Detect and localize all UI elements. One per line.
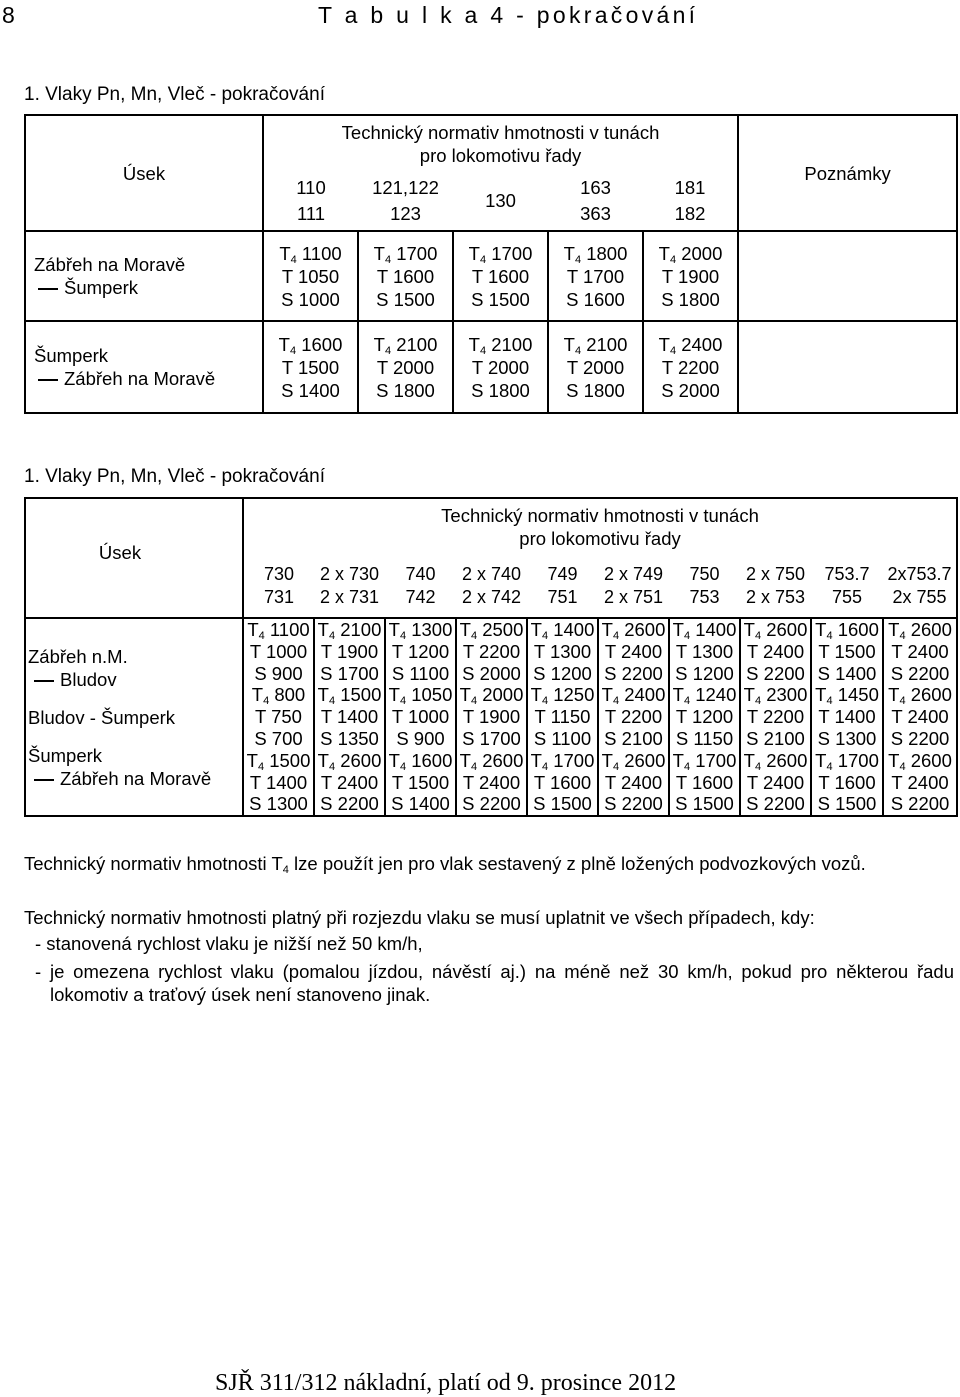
table-row: [25, 321, 957, 413]
note-cell: [738, 321, 957, 413]
loco-col: 730 731: [243, 554, 314, 618]
note-bullet-1: - stanovená rychlost vlaku je nižší než 50 km/h,: [35, 933, 423, 954]
page-title: T a b u l k a 4 - pokračování: [318, 2, 699, 28]
value-column: $T_4$ 2600 T 2400 S 2200 $T_4$ 2400 T 2200 S 2100 $T_4$ 2600 T 2400 S 2200: [598, 618, 669, 816]
section-cell: Zábřeh na Moravě Šumperk: [25, 231, 263, 321]
note-paragraph-1: Technický normativ hmotnosti $T_4$ lze použít jen pro vlak sestavený z plně ložených podvozkových vozů.: [24, 853, 866, 876]
value-column: $T_4$ 1300 T 1200 S 1100 $T_4$ 1050 T 1000 S 900 $T_4$ 1600 T 1500 S 1400: [385, 618, 456, 816]
section-title-1: 1. Vlaky Pn, Mn, Vleč - pokračování: [24, 84, 325, 105]
value-cell: $T_4$ 2100 T 2000 S 1800: [548, 321, 643, 413]
usek-header: Úsek: [25, 498, 243, 618]
loco-col: 2 x 730 2 x 731: [314, 554, 385, 618]
section-cell: Šumperk Zábřeh na Moravě: [25, 321, 263, 413]
value-column: $T_4$ 2600 T 2400 S 2200 $T_4$ 2300 T 2200 S 2100 $T_4$ 2600 T 2400 S 2200: [740, 618, 811, 816]
value-cell: $T_4$ 1800 T 1700 S 1600: [548, 231, 643, 321]
loco-col: 163 363: [548, 171, 643, 231]
value-column: $T_4$ 1100 T 1000 S 900 $T_4$ 800 T 750 S 700 $T_4$ 1500 T 1400 S 1300: [243, 618, 314, 816]
value-cell: $T_4$ 1700 T 1600 S 1500: [453, 231, 548, 321]
value-column: $T_4$ 1600 T 1500 S 1400 $T_4$ 1450 T 1400 S 1300 $T_4$ 1700 T 1600 S 1500: [811, 618, 883, 816]
loco-col: 749 751: [527, 554, 598, 618]
normativ-header: Technický normativ hmotnosti v tunách pro lokomotivu řady: [263, 115, 738, 171]
page-number: 8: [2, 2, 15, 28]
poznamky-header: Poznámky: [738, 115, 957, 231]
loco-col: 740 742: [385, 554, 456, 618]
normativ-header: Technický normativ hmotnosti v tunách pro lokomotivu řady: [243, 498, 957, 554]
note-paragraph-2: Technický normativ hmotnosti platný při rozjezdu vlaku se musí uplatnit ve všech případech, kdy:: [24, 907, 815, 928]
value-column: $T_4$ 1400 T 1300 S 1200 $T_4$ 1240 T 1200 S 1150 $T_4$ 1700 T 1600 S 1500: [669, 618, 740, 816]
loco-col: 2x753.7 2x 755: [883, 554, 957, 618]
loco-col: 2 x 749 2 x 751: [598, 554, 669, 618]
value-column: $T_4$ 2500 T 2200 S 2000 $T_4$ 2000 T 1900 S 1700 $T_4$ 2600 T 2400 S 2200: [456, 618, 527, 816]
usek-header: Úsek: [25, 115, 263, 231]
weight-table-2: [24, 497, 958, 817]
value-column: $T_4$ 2100 T 1900 S 1700 $T_4$ 1500 T 1400 S 1350 $T_4$ 2600 T 2400 S 2200: [314, 618, 385, 816]
loco-col: 130: [453, 171, 548, 231]
page-footer: SJŘ 311/312 nákladní, platí od 9. prosince 2012: [215, 1370, 677, 1396]
value-cell: $T_4$ 2400 T 2200 S 2000: [643, 321, 738, 413]
note-cell: [738, 231, 957, 321]
loco-col: 753.7 755: [811, 554, 883, 618]
loco-col: 2 x 740 2 x 742: [456, 554, 527, 618]
value-column: $T_4$ 2600 T 2400 S 2200 $T_4$ 2600 T 2400 S 2200 $T_4$ 2600 T 2400 S 2200: [883, 618, 957, 816]
weight-table-1: [24, 114, 958, 414]
loco-col: 2 x 750 2 x 753: [740, 554, 811, 618]
section-title-2: 1. Vlaky Pn, Mn, Vleč - pokračování: [24, 466, 325, 487]
value-cell: $T_4$ 1600 T 1500 S 1400: [263, 321, 358, 413]
value-cell: $T_4$ 1700 T 1600 S 1500: [358, 231, 453, 321]
value-cell: $T_4$ 2000 T 1900 S 1800: [643, 231, 738, 321]
loco-col: 110 111: [263, 171, 358, 231]
value-column: $T_4$ 1400 T 1300 S 1200 $T_4$ 1250 T 1150 S 1100 $T_4$ 1700 T 1600 S 1500: [527, 618, 598, 816]
loco-col: 181 182: [643, 171, 738, 231]
table-row: [25, 618, 957, 816]
loco-col: 750 753: [669, 554, 740, 618]
value-cell: $T_4$ 2100 T 2000 S 1800: [358, 321, 453, 413]
table-row: [25, 231, 957, 321]
value-cell: $T_4$ 2100 T 2000 S 1800: [453, 321, 548, 413]
note-bullet-2: - je omezena rychlost vlaku (pomalou jízdou, návěstí aj.) na méně než 30 km/h, pokud pro některou řadu lokomotiv a traťový úsek není stanoveno jinak.: [35, 961, 954, 1005]
loco-col: 121,122 123: [358, 171, 453, 231]
value-cell: $T_4$ 1100 T 1050 S 1000: [263, 231, 358, 321]
section-cell: Zábřeh n.M. Bludov Bludov - Šumperk Šumperk Zábřeh na Moravě: [25, 618, 243, 816]
